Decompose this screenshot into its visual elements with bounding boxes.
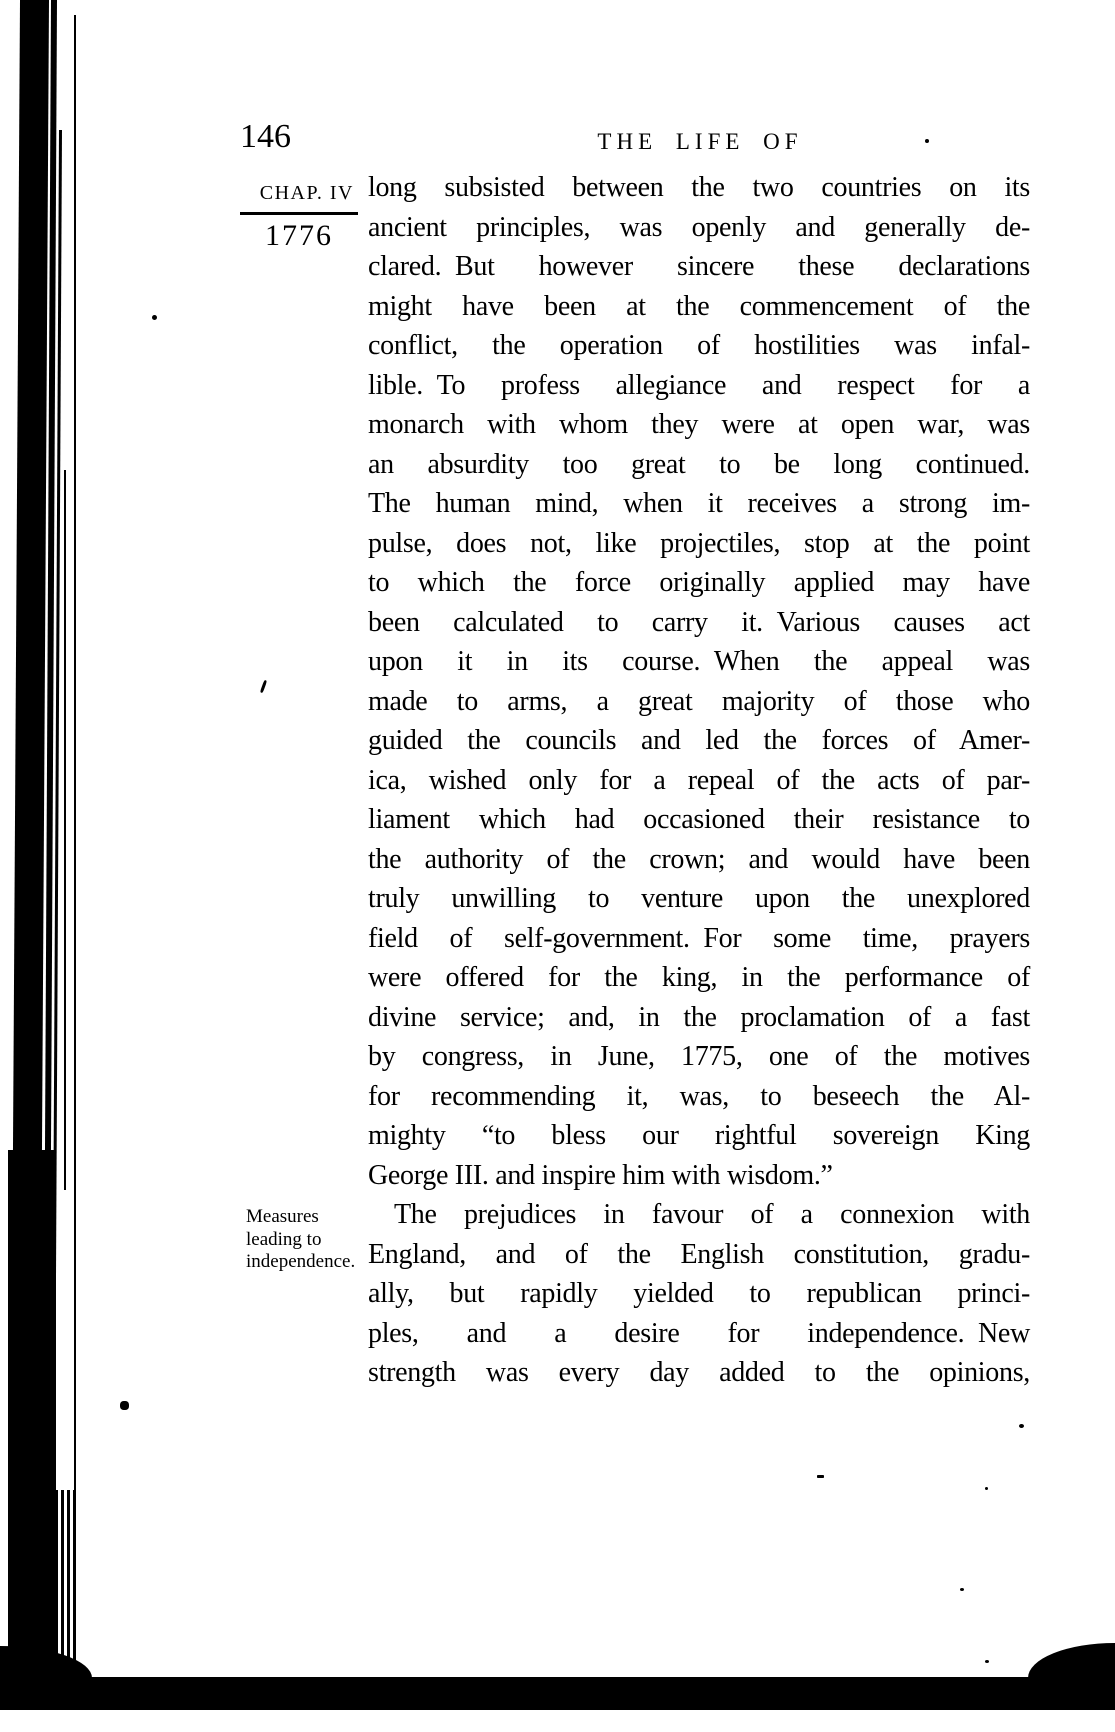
margin-sidenote [246, 1206, 362, 1274]
page-bottom-shadow [0, 1677, 1115, 1710]
text-line: conflict, the operation of hostilities was infal- [368, 330, 1030, 361]
running-title: THE LIFE OF [597, 129, 803, 154]
ink-speck [1019, 1424, 1024, 1428]
text-line: been calculated to carry it. Various causes act [368, 606, 1030, 638]
text-line: were offered for the king, in the performance of [368, 962, 1030, 993]
text-line: ally, but rapidly yielded to republican princi- [368, 1278, 1030, 1309]
text-line: monarch with whom they were at open war, was [368, 409, 1030, 440]
text-line: upon it in its course. When the appeal was [368, 646, 1030, 677]
text-line: an absurdity too great to be long continued. [368, 448, 1030, 480]
ink-speck [152, 315, 157, 320]
page-number: 146 [240, 118, 291, 155]
text-line: to which the force originally applied may have [368, 567, 1030, 598]
gutter-streak [74, 15, 76, 1663]
ink-speck [817, 1475, 824, 1478]
text-line: The human mind, when it receives a strong im- [368, 488, 1030, 519]
text-line: George III. and inspire him with wisdom.” [368, 1159, 833, 1191]
body-text [368, 168, 1030, 1393]
ink-speck [985, 1660, 989, 1663]
ink-speck [120, 1401, 129, 1410]
ink-speck [925, 139, 929, 143]
text-line: made to arms, a great majority of those who [368, 685, 1030, 717]
text-line: pulse, does not, like projectiles, stop at the point [368, 527, 1030, 559]
chapter-heading [240, 181, 358, 252]
text-line: England, and of the English constitution, gradu- [368, 1238, 1030, 1270]
year-label: 1776 [265, 219, 333, 252]
text-line: truly unwilling to venture upon the unexplored [368, 883, 1030, 914]
text-line: for recommending it, was, to beseech the Al- [368, 1080, 1030, 1112]
page-corner-shadow-left [0, 1646, 92, 1678]
text-line: lible. To profess allegiance and respect for a [368, 369, 1030, 401]
text-line: ples, and a desire for independence. New [368, 1317, 1030, 1349]
chapter-rule [240, 212, 358, 215]
text-line: guided the councils and led the forces of Amer- [368, 725, 1030, 756]
text-line: clared. But however sincere these declarations [368, 251, 1030, 282]
ink-speck [985, 1487, 988, 1490]
page-corner-shadow-right [1028, 1643, 1115, 1678]
text-line: might have been at the commencement of the [368, 290, 1030, 322]
chapter-label: CHAP. IV [259, 182, 354, 204]
text-line: field of self-government. For some time, prayers [368, 922, 1030, 954]
ink-speck [260, 680, 267, 693]
text-line: The prejudices in favour of a connexion with [394, 1199, 1030, 1230]
text-line: strength was every day added to the opinions, [368, 1357, 1030, 1388]
gutter-streak [64, 470, 66, 1190]
text-line: long subsisted between the two countries on its [368, 172, 1030, 203]
text-line: by congress, in June, 1775, one of the motives [368, 1041, 1030, 1072]
text-line: liament which had occasioned their resistance to [368, 804, 1030, 835]
gutter-streak [8, 1150, 56, 1680]
text-line: divine service; and, in the proclamation of a fast [368, 1001, 1030, 1033]
text-line: mighty “to bless our rightful sovereign King [368, 1120, 1030, 1151]
gutter-streak [55, 1490, 75, 1678]
text-line: ancient principles, was openly and generally de- [368, 211, 1030, 243]
sidenote-line: Measures [246, 1206, 319, 1227]
text-line: the authority of the crown; and would have been [368, 843, 1030, 875]
sidenote-line: independence. [246, 1251, 356, 1272]
sidenote-line: leading to [246, 1228, 322, 1250]
ink-speck [960, 1588, 964, 1591]
text-line: ica, wished only for a repeal of the acts of par- [368, 764, 1030, 796]
